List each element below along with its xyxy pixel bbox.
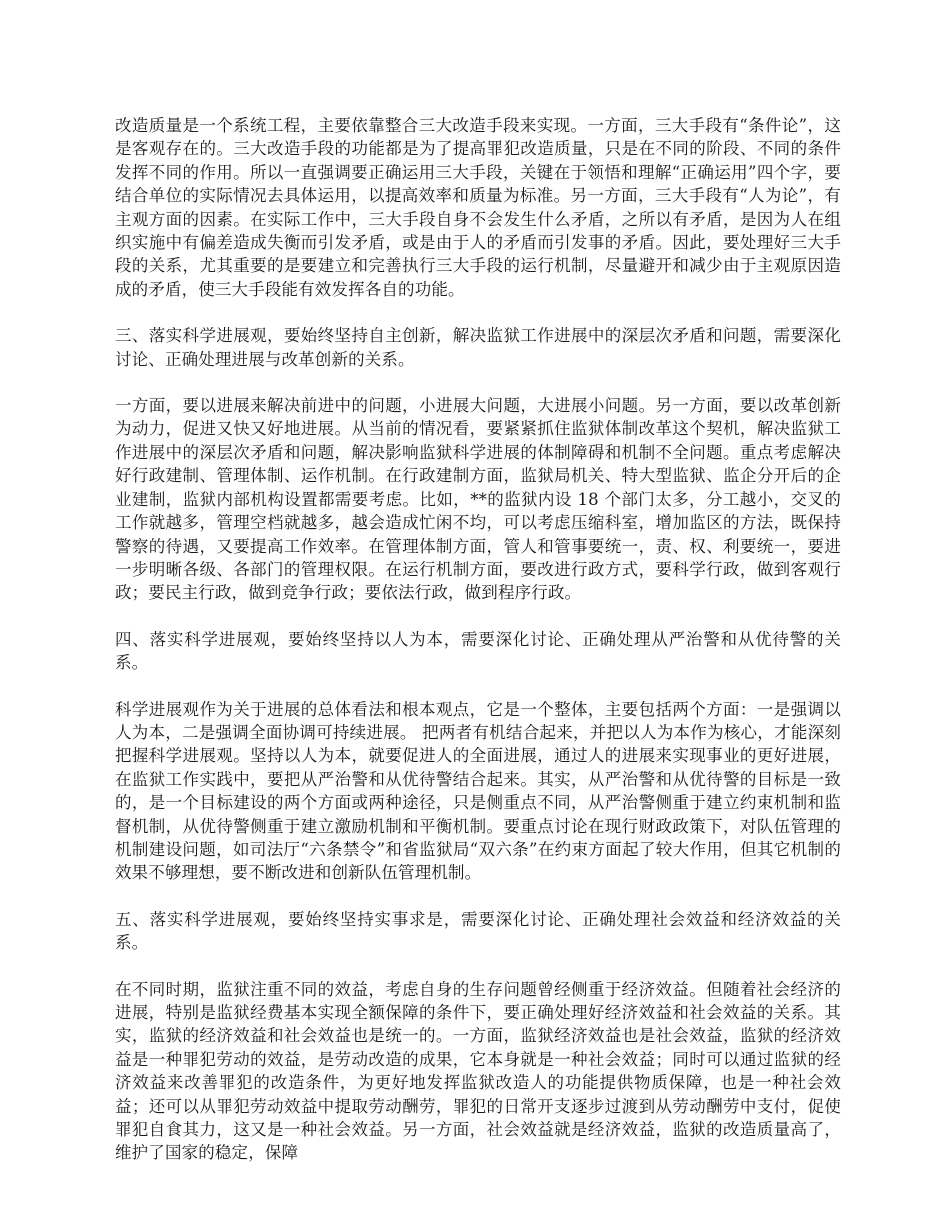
document-body: [115, 114, 841, 1188]
paragraph-reform-innovation: 一方面，要以进展来解决前进中的问题，小进展大问题，大进展小问题。另一方面，要以改革创新为动力，促进又快又好地进展。从当前的情况看，要紧紧抓住监狱体制改革这个契机，解决监狱工作进展中的深层次矛盾和问题，解决影响监狱科学进展的体制障碍和机制不全问题。重点考虑解决好行政建制、管理体制、运作机制。在行政建制方面，监狱局机关、特大型监狱、监企分开后的企业建制，监狱内部机构设置都需要考虑。比如，**的监狱内设 18 个部门太多，分工越小，交叉的工作就越多，管理空档就越多，越会造成忙闲不均，可以考虑压缩科室，增加监区的方法，既保持警察的待遇，又要提高工作效率。在管理体制方面，管人和管事要统一，责、权、利要统一，要进一步明晰各级、各部门的管理权限。在运行机制方面，要改进行政方式，要科学行政，做到客观行政；要民主行政，做到竞争行政；要依法行政，做到程序行政。: [115, 396, 841, 603]
paragraph-three-tools: 改造质量是一个系统工程，主要依靠整合三大改造手段来实现。一方面，三大手段有“条件论”，这是客观存在的。三大改造手段的功能都是为了提高罪犯改造质量，只是在不同的阶段、不同的条件发挥不同的作用。所以一直强调要正确运用三大手段，关键在于领悟和理解“正确运用”四个字，要结合单位的实际情况去具体运用，以提高效率和质量为标准。另一方面，三大手段有“人为论”，有主观方面的因素。在实际工作中，三大手段自身不会发生什么矛盾，之所以有矛盾，是因为人在组织实施中有偏差造成失衡而引发矛盾，或是由于人的矛盾而引发事的矛盾。因此，要处理好三大手段的关系，尤其重要的是要建立和完善执行三大手段的运行机制，尽量避开和减少由于主观原因造成的矛盾，使三大手段能有效发挥各自的功能。: [115, 116, 841, 299]
paragraph-people-oriented: 科学进展观作为关于进展的总体看法和根本观点，它是一个整体，主要包括两个方面：一是强调以人为本，二是强调全面协调可持续进展。 把两者有机结合起来，并把以人为本作为核心，才能深刻把握科学进展观。坚持以人为本，就要促进人的全面进展，通过人的进展来实现事业的更好进展，在监狱工作实践中，要把从严治警和从优待警结合起来。其实，从严治警和从优待警的目标是一致的，是一个目标建设的两个方面或两种途径，只是侧重点不同，从严治警侧重于建立约束机制和监督机制，从优待警侧重于建立激励机制和平衡机制。要重点讨论在现行财政政策下，对队伍管理的机制建设问题，如司法厅“六条禁令”和省监狱局“双六条”在约束方面起了较大作用，但其它机制的效果不够理想，要不断改进和创新队伍管理机制。: [115, 699, 841, 883]
section-heading-three: 三、落实科学进展观，要始终坚持自主创新，解决监狱工作进展中的深层次矛盾和问题，需要深化讨论、正确处理进展与改革创新的关系。: [115, 326, 841, 369]
section-heading-five: 五、落实科学进展观，要始终坚持实事求是，需要深化讨论、正确处理社会效益和经济效益的关系。: [115, 909, 841, 953]
section-heading-four: 四、落实科学进展观，要始终坚持以人为本，需要深化讨论、正确处理从严治警和从优待警的关系。: [115, 629, 841, 673]
paragraph-social-economic-benefit: 在不同时期，监狱注重不同的效益，考虑自身的生存问题曾经侧重于经济效益。但随着社会经济的进展，特别是监狱经费基本实现全额保障的条件下，要正确处理好经济效益和社会效益的关系。其实，监狱的经济效益和社会效益也是统一的。一方面，监狱经济效益也是社会效益，监狱的经济效益是一种罪犯劳动的效益，是劳动改造的成果，它本身就是一种社会效益；同时可以通过监狱的经济效益来改善罪犯的改造条件，为更好地发挥监狱改造人的功能提供物质保障，也是一种社会效益；还可以从罪犯劳动效益中提取劳动酬劳，罪犯的日常开支逐步过渡到从劳动酬劳中支付，促使罪犯自食其力，这又是一种社会效益。另一方面，社会效益就是经济效益，监狱的改造质量高了，维护了国家的稳定，保障: [115, 979, 841, 1163]
